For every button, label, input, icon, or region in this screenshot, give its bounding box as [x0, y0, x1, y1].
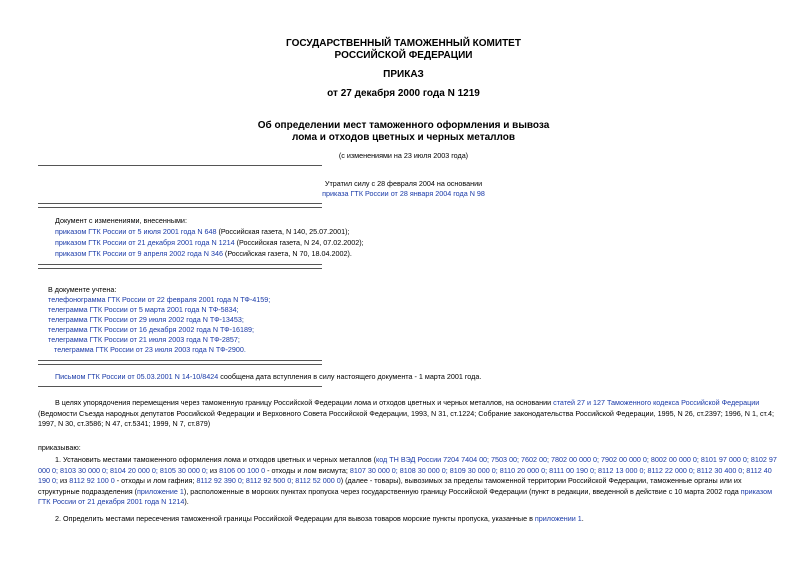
amended-item-text: (Российская газета, N 140, 25.07.2001);: [216, 227, 350, 236]
item2-text: 2. Определить местами пересечения таможенной границы Российской Федерации для вывоза товаров морские пункты пропуска, указанные в: [55, 514, 535, 523]
changes-note: (с изменениями на 23 июля 2003 года): [338, 151, 469, 160]
amended-item: [55, 249, 352, 259]
bismuth-code-link[interactable]: 8106 00 100 0: [219, 465, 266, 475]
item2-text: .: [581, 514, 584, 523]
considered-item-link[interactable]: телеграмма ГТК России от 23 июля 2003 года N ТФ-2900.: [54, 345, 246, 354]
preamble-sources: (Ведомости Съезда народных депутатов Российской Федерации и Верховного Совета Российской Федерации, 1993, N 31, ст.1224; Собрание законодательства Российской Федерации, 1995, N 26, ст.2397; 1996, N 1, ст.4; 1997, N 30, ст.3586; N 47, ст.5341; 1999, N 7, ст.879): [38, 408, 775, 429]
document-type: ПРИКАЗ: [383, 69, 424, 80]
considered-item-link[interactable]: телефонограмма ГТК России от 22 февраля 2001 года N ТФ-4159;: [48, 295, 271, 304]
divider: [38, 203, 322, 204]
amended-item-link[interactable]: приказом ГТК России от 5 июля 2001 года N 648: [55, 227, 217, 236]
item1-text: из: [57, 476, 70, 486]
appendix-1-link[interactable]: приложении 1: [534, 514, 582, 523]
document-date: от 27 декабря 2000 года N 1219: [327, 88, 480, 99]
tnved-codes-link[interactable]: 8112 92 390 0; 8112 92 500 0; 8112 52 000 0: [196, 476, 341, 486]
amended-item-link[interactable]: приказом ГТК России от 9 апреля 2002 года N 346: [55, 249, 223, 258]
order-1214-link[interactable]: приказом ГТК России от 21 декабря 2001 года N 1214: [38, 486, 773, 507]
item1-text: - отходы и лом гафния;: [114, 476, 197, 486]
appendix-1-link[interactable]: приложение 1: [137, 486, 184, 496]
tnved-codes-link[interactable]: код ТН ВЭД России 7204 7404 00; 7503 00; 7602 00; 7802 00 000 0; 7902 00 000 0; 8002 00 000 0; 8101 97 000 0; 8102 97 000 0; 8103 30 000 0; 8104 20 000 0; 8105 30 000 0;: [38, 455, 777, 475]
item1-text: ).: [184, 497, 189, 507]
tnved-codes-link[interactable]: 8107 30 000 0; 8108 30 000 0; 8109 30 000 0; 8110 20 000 0; 8111 00 190 0; 8112 13 000 0; 8112 22 000 0; 8112 30 400 0; 8112 40 190 0;: [38, 465, 772, 486]
considered-heading: В документе учтена:: [48, 285, 117, 294]
amended-heading: Документ с изменениями, внесенными:: [55, 216, 187, 225]
considered-item-link[interactable]: телеграмма ГТК России от 21 июля 2003 года N ТФ-2857;: [48, 335, 240, 344]
divider: [38, 268, 322, 269]
divider: [38, 364, 322, 365]
hafnium-code-link[interactable]: 8112 92 100 0: [69, 476, 115, 486]
lost-force-text: Утратил силу с 28 февраля 2004 на основании: [324, 179, 483, 188]
considered-item-link[interactable]: телеграмма ГТК России от 29 июля 2002 года N ТФ-13453;: [48, 315, 244, 324]
divider: [38, 360, 322, 361]
item1-text: ) (далее - товары), вывозимых за пределы таможенной территории Российской Федерации, таможенные органы или их структурные подразделения (: [38, 476, 742, 496]
item1-text: 1. Установить местами таможенного оформления лома и отходов цветных и черных металлов (: [55, 455, 376, 464]
letter-note: [55, 372, 481, 382]
orders-label: приказываю:: [38, 443, 81, 452]
item1-text: - отходы и лом висмута;: [265, 465, 350, 475]
order-item-2: [38, 514, 778, 525]
divider: [38, 165, 322, 166]
divider: [38, 207, 322, 208]
issuer-line-2: РОССИЙСКОЙ ФЕДЕРАЦИИ: [334, 50, 473, 61]
letter-note-text: сообщена дата вступления в силу настоящего документа - 1 марта 2001 года.: [218, 372, 482, 381]
amended-item-text: (Российская газета, N 24, 07.02.2002);: [234, 238, 364, 247]
letter-note-link[interactable]: Письмом ГТК России от 05.03.2001 N 14-10/8424: [55, 372, 219, 381]
considered-item-link[interactable]: телеграмма ГТК России от 16 декабря 2002 года N ТФ-16189;: [48, 325, 254, 334]
order-item-1: [38, 455, 778, 508]
preamble-paragraph: [38, 398, 778, 430]
document-title-line-2: лома и отходов цветных и черных металлов: [291, 132, 515, 143]
amended-item-text: (Российская газета, N 70, 18.04.2002).: [222, 249, 352, 258]
item1-text: из: [207, 465, 220, 475]
issuer-line-1: ГОСУДАРСТВЕННЫЙ ТАМОЖЕННЫЙ КОМИТЕТ: [286, 38, 521, 49]
item1-text: ), расположенные в морских пунктах пропуска через государственную границу Российской Федерации (пункт в редакции, введенной в действие с 10 марта 2002 года: [183, 486, 741, 496]
divider: [38, 264, 322, 265]
lost-force-link-line: [0, 189, 807, 199]
amended-item: [55, 238, 364, 248]
amended-item: [55, 227, 350, 237]
amended-item-link[interactable]: приказом ГТК России от 21 декабря 2001 года N 1214: [55, 238, 235, 247]
preamble-text: В целях упорядочения перемещения через таможенную границу Российской Федерации лома и отходов цветных и черных металлов, на основании: [55, 398, 554, 407]
customs-code-link[interactable]: статей 27 и 127 Таможенного кодекса Российской Федерации: [553, 398, 760, 407]
divider: [38, 386, 322, 387]
document-title-line-1: Об определении мест таможенного оформления и вывоза: [257, 120, 550, 131]
considered-item-link[interactable]: телеграмма ГТК России от 5 марта 2001 года N ТФ-5834;: [48, 305, 239, 314]
lost-force-link[interactable]: приказа ГТК России от 28 января 2004 года N 98: [322, 189, 485, 198]
